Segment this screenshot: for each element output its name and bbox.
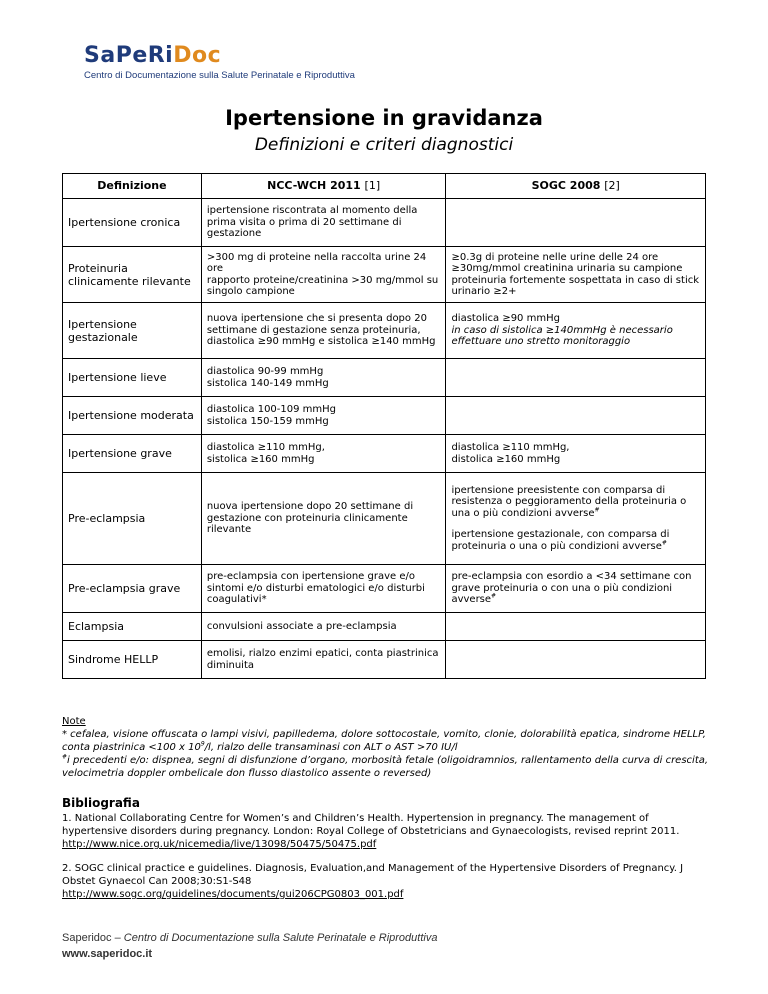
- row-definition: Ipertensione gestazionale: [63, 303, 202, 359]
- logo-subtitle: Centro di Documentazione sulla Salute Perinatale e Riproduttiva: [84, 70, 355, 81]
- notes-heading: Note: [62, 716, 86, 727]
- note-2: #i precedenti e/o: dispnea, segni di disfunzione d’organo, morbosità fetale (oligoidramnios, rallentamento della curva di crescita, velocimetria doppler ombelicale don flusso diastolico assente o reversed): [62, 753, 709, 779]
- row-definition: Sindrome HELLP: [63, 641, 202, 679]
- row-definition: Pre-eclampsia grave: [63, 565, 202, 613]
- table-row: [63, 247, 706, 303]
- table-row: [63, 397, 706, 435]
- bibliography-section: [62, 797, 712, 912]
- logo-wordmark: SaPeRiDoc: [84, 43, 222, 68]
- table-row: [63, 613, 706, 641]
- sogc-cell: diastolica ≥90 mmHg in caso di sistolica ≥140mmHg è necessario effettuare uno stretto monitoraggio: [446, 303, 706, 359]
- row-definition: Ipertensione grave: [63, 435, 202, 473]
- table-header-row: [63, 174, 706, 199]
- table-row: [63, 473, 706, 565]
- table-row: [63, 641, 706, 679]
- row-definition: Proteinuria clinicamente rilevante: [63, 247, 202, 303]
- sogc-cell: [446, 613, 706, 641]
- ncc-cell: diastolica 90-99 mmHg sistolica 140-149 mmHg: [201, 359, 446, 397]
- ncc-cell: nuova ipertensione dopo 20 settimane di gestazione con proteinuria clinicamente rilevante: [201, 473, 446, 565]
- reference-1-link[interactable]: http://www.nice.org.uk/nicemedia/live/13098/50475/50475.pdf: [62, 839, 377, 850]
- ncc-cell: ipertensione riscontrata al momento della prima visita o prima di 20 settimane di gestazione: [201, 199, 446, 247]
- sogc-cell: [446, 641, 706, 679]
- sogc-cell: ≥0.3g di proteine nelle urine delle 24 ore ≥30mg/mmol creatinina urinaria su campione proteinuria fortemente sospettata in caso di stick urinario ≥2+: [446, 247, 706, 303]
- sogc-cell: ipertensione preesistente con comparsa di resistenza o peggioramento della proteinuria o una o più condizioni avverse# ipertensione gestazionale, con comparsa di proteinuria o una o più condizioni avverse#: [446, 473, 706, 565]
- table-row: [63, 199, 706, 247]
- table-row: [63, 435, 706, 473]
- header-sogc: SOGC 2008 [2]: [446, 174, 706, 199]
- header-ncc-wch: NCC-WCH 2011 [1]: [201, 174, 446, 199]
- table-row: [63, 565, 706, 613]
- footer-org: Saperidoc – Centro di Documentazione sulla Salute Perinatale e Riproduttiva: [62, 932, 438, 944]
- sogc-cell: diastolica ≥110 mmHg, distolica ≥160 mmHg: [446, 435, 706, 473]
- row-definition: Pre-eclampsia: [63, 473, 202, 565]
- ncc-cell: diastolica 100-109 mmHg sistolica 150-159 mmHg: [201, 397, 446, 435]
- bibliography-heading: Bibliografia: [62, 796, 140, 810]
- row-definition: Ipertensione moderata: [63, 397, 202, 435]
- reference-1: 1. National Collaborating Centre for Women’s and Children’s Health. Hypertension in pregnancy. The management of hypertensive disorders during pregnancy. London: Royal College of Obstetricians and Gynaecologists, revised reprint 2011. http://www.nice.org.uk/nicemedia/live/13098/50475/50475.pdf: [62, 813, 680, 850]
- ncc-cell: nuova ipertensione che si presenta dopo 20 settimane di gestazione senza proteinuria, diastolica ≥90 mmHg e sistolica ≥140 mmHg: [201, 303, 446, 359]
- footer-website: www.saperidoc.it: [62, 948, 153, 960]
- note-1: * cefalea, visione offuscata o lampi visivi, papilledema, dolore sottocostale, vomito, clonie, dolorabilità epatica, sindrome HELLP, conta piastrinica <100 x $10^9/l$, rialzo delle transaminasi con ALT o AST >70 IU/l: [62, 729, 706, 753]
- table-row: [63, 303, 706, 359]
- ncc-cell: >300 mg di proteine nella raccolta urine 24 ore rapporto proteine/creatinina >30 mg/mmol su singolo campione: [201, 247, 446, 303]
- sogc-cell: [446, 397, 706, 435]
- sogc-cell: [446, 359, 706, 397]
- ncc-cell: convulsioni associate a pre-eclampsia: [201, 613, 446, 641]
- ncc-cell: emolisi, rialzo enzimi epatici, conta piastrinica diminuita: [201, 641, 446, 679]
- row-definition: Ipertensione cronica: [63, 199, 202, 247]
- row-definition: Ipertensione lieve: [63, 359, 202, 397]
- criteria-table: [62, 173, 706, 679]
- ncc-cell: pre-eclampsia con ipertensione grave e/o sintomi e/o disturbi ematologici e/o disturbi coagulativi*: [201, 565, 446, 613]
- logo: [84, 44, 355, 81]
- reference-2-link[interactable]: http://www.sogc.org/guidelines/documents/gui206CPG0803_001.pdf: [62, 889, 404, 900]
- row-definition: Eclampsia: [63, 613, 202, 641]
- footer: [62, 930, 437, 962]
- page-title: Ipertensione in gravidanza: [225, 106, 543, 130]
- sogc-cell: [446, 199, 706, 247]
- notes-section: [62, 715, 712, 780]
- page-subtitle: Definizioni e criteri diagnostici: [254, 135, 514, 155]
- header-definizione: Definizione: [63, 174, 202, 199]
- ncc-cell: diastolica ≥110 mmHg, sistolica ≥160 mmHg: [201, 435, 446, 473]
- table-row: [63, 359, 706, 397]
- sogc-cell: pre-eclampsia con esordio a <34 settimane con grave proteinuria o con una o più condizioni avverse#: [446, 565, 706, 613]
- reference-2: 2. SOGC clinical practice e guidelines. Diagnosis, Evaluation,and Management of the Hypertensive Disorders of Pregnancy. J Obstet Gynaecol Can 2008;30:S1-S48 http://www.sogc.org/guidelines/documents/gui206CPG0803_001.pdf: [62, 863, 684, 900]
